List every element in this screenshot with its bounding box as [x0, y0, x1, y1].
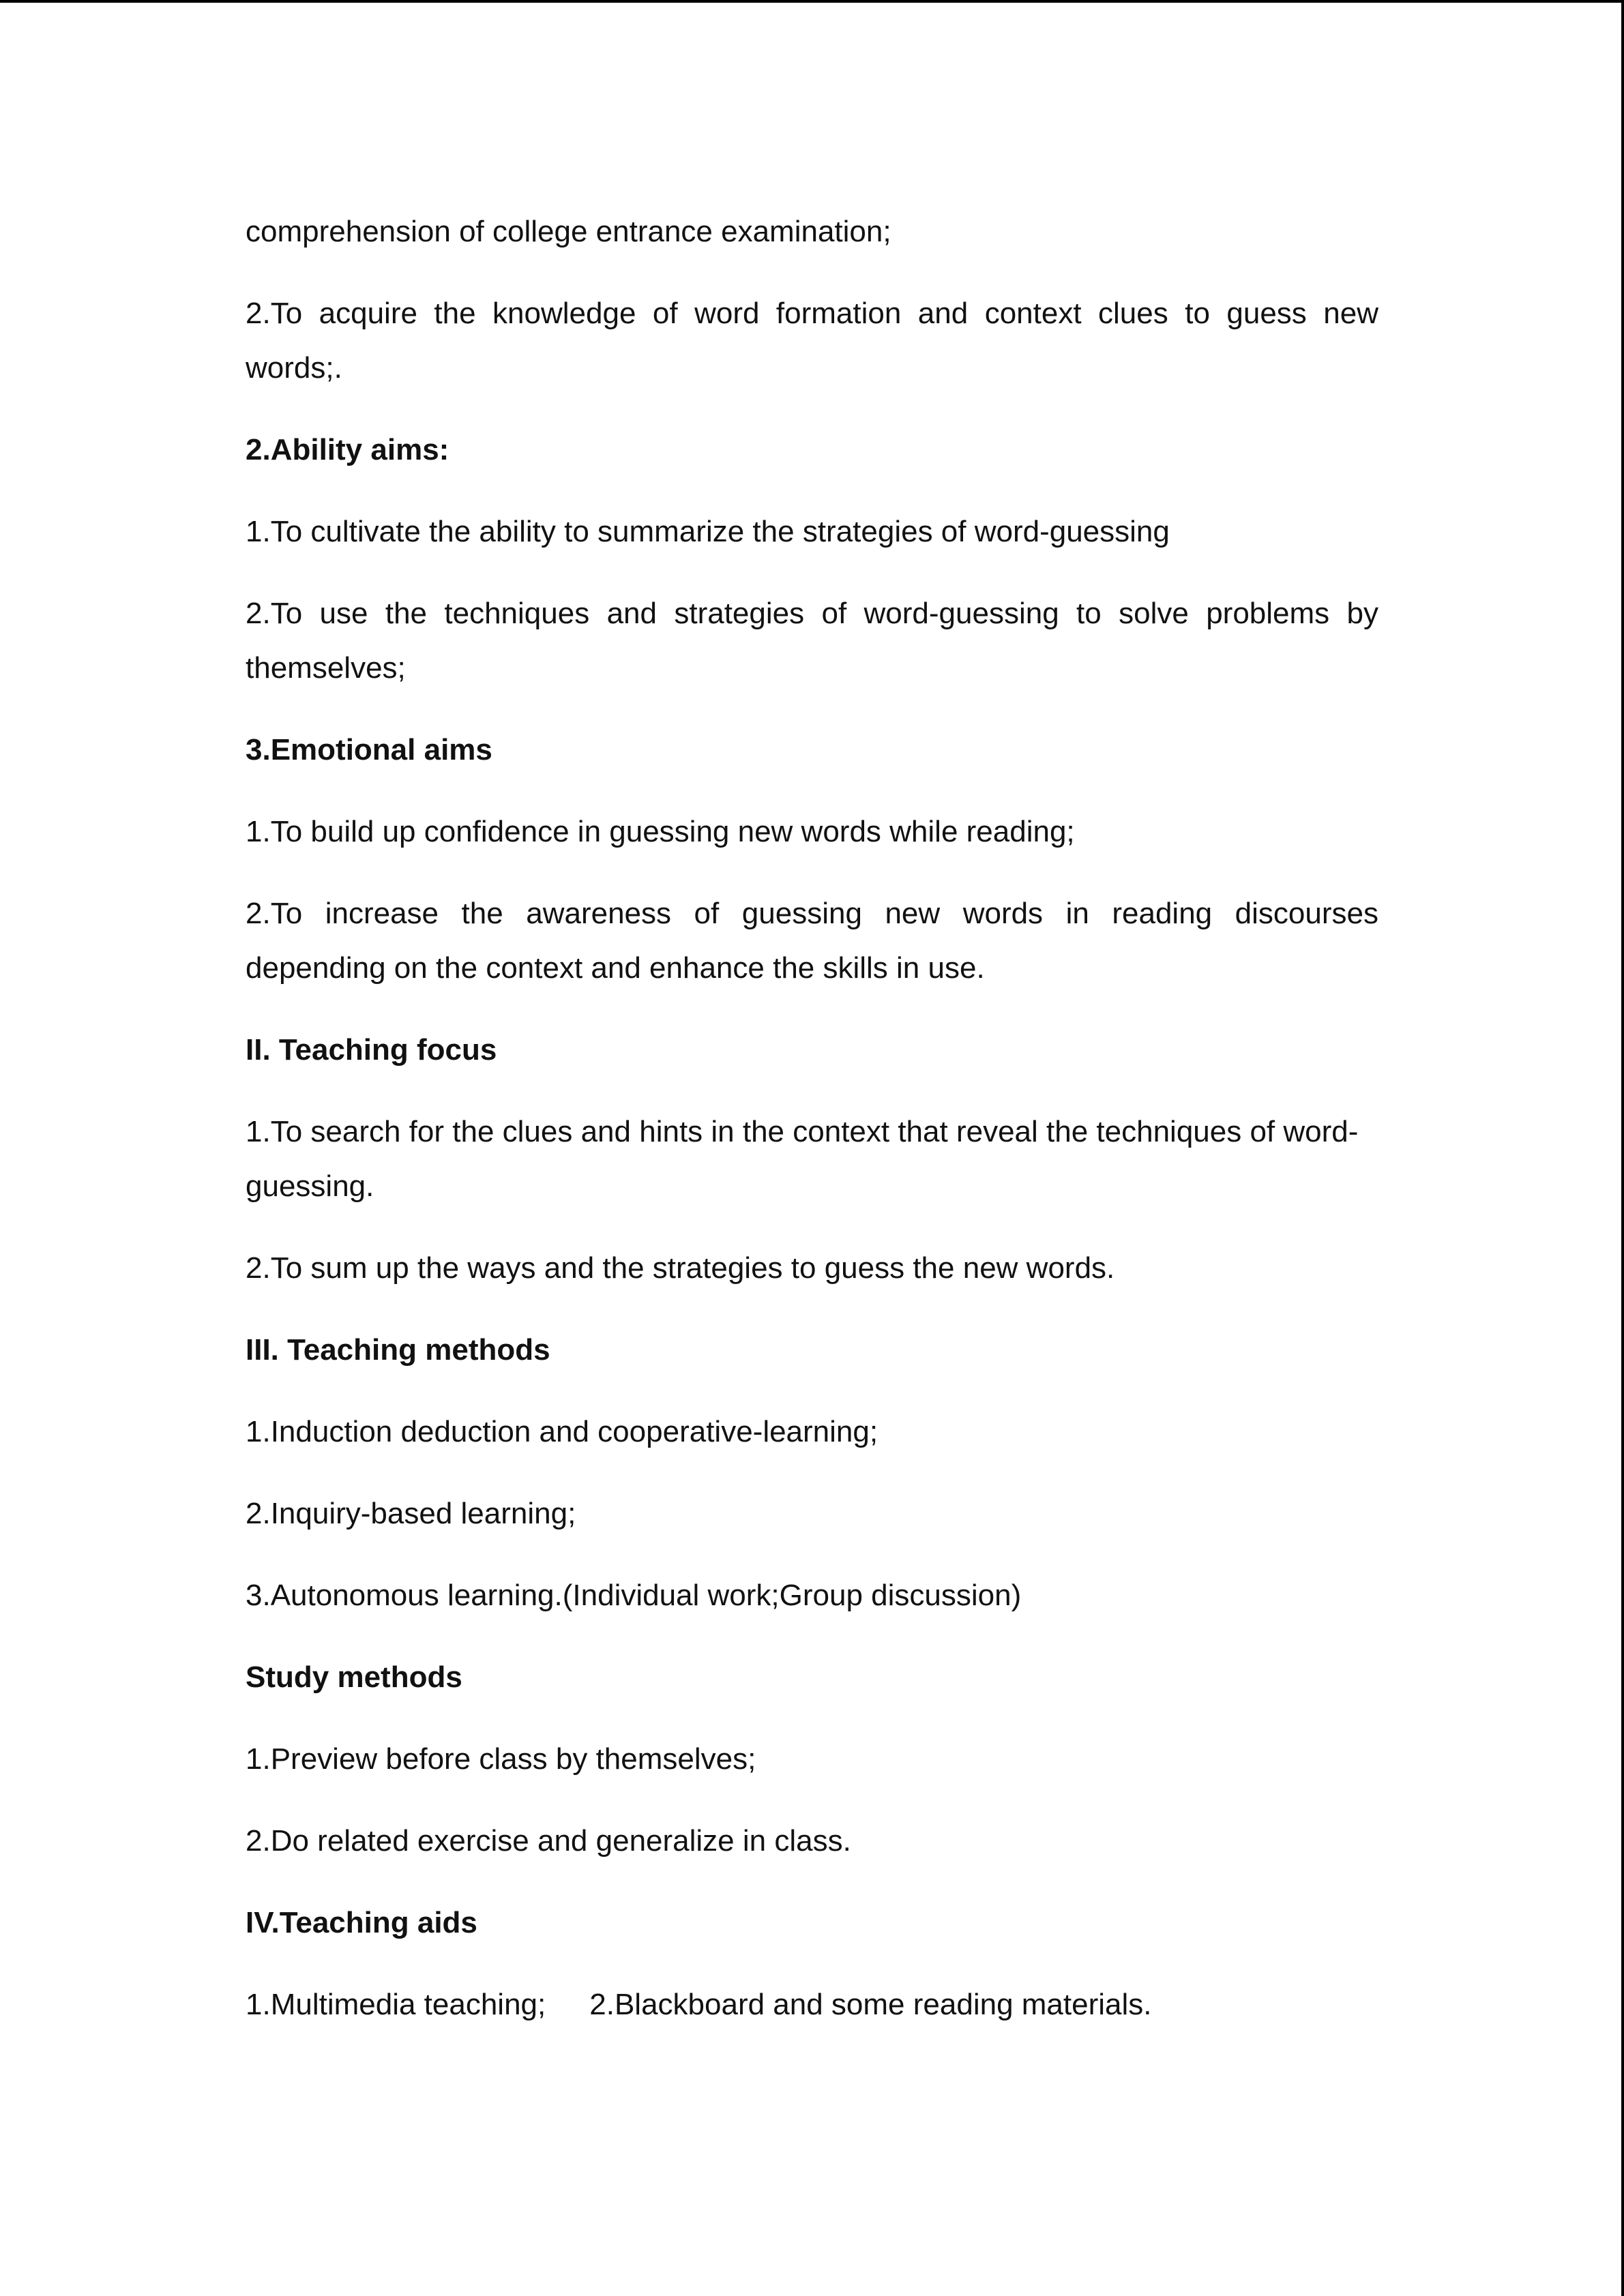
- page-right-border: [1621, 0, 1624, 2296]
- page-top-border: [0, 0, 1624, 3]
- document-body: [246, 205, 1387, 2059]
- paragraph-related-exercise: 2.Do related exercise and generalize in class.: [246, 1824, 851, 1858]
- heading-teaching-methods: III. Teaching methods: [246, 1333, 550, 1367]
- teaching-aids-line: [246, 1978, 1378, 2032]
- heading-emotional-aims: 3.Emotional aims: [246, 733, 492, 766]
- heading-teaching-aids: IV.Teaching aids: [246, 1906, 477, 1939]
- paragraph-use-techniques: 2.To use the techniques and strategies of word-guessing to solve problems by themselves;: [246, 597, 1387, 685]
- paragraph-word-formation: 2.To acquire the knowledge of word formation and context clues to guess new words;.: [246, 297, 1387, 385]
- paragraph-cultivate-ability: 1.To cultivate the ability to summarize the strategies of word-guessing: [246, 515, 1170, 548]
- heading-teaching-focus: II. Teaching focus: [246, 1033, 497, 1067]
- paragraph-build-confidence: 1.To build up confidence in guessing new words while reading;: [246, 815, 1075, 848]
- heading-study-methods: Study methods: [246, 1660, 462, 1694]
- heading-ability-aims: 2.Ability aims:: [246, 433, 449, 466]
- teaching-aid-blackboard: 2.Blackboard and some reading materials.: [589, 1988, 1152, 2021]
- paragraph-search-clues: 1.To search for the clues and hints in the context that reveal the techniques of word-guessing.: [246, 1115, 1359, 1203]
- paragraph-increase-awareness: 2.To increase the awareness of guessing new words in reading discourses depending on the context and enhance the skills in use.: [246, 897, 1387, 985]
- paragraph-inquiry: 2.Inquiry-based learning;: [246, 1497, 576, 1530]
- paragraph-sum-up: 2.To sum up the ways and the strategies to guess the new words.: [246, 1251, 1115, 1285]
- paragraph-induction: 1.Induction deduction and cooperative-learning;: [246, 1415, 879, 1448]
- teaching-aid-multimedia: 1.Multimedia teaching;: [246, 1988, 546, 2021]
- paragraph-exam-comprehension: comprehension of college entrance examination;: [246, 215, 891, 248]
- paragraph-autonomous: 3.Autonomous learning.(Individual work;Group discussion): [246, 1579, 1022, 1612]
- paragraph-preview: 1.Preview before class by themselves;: [246, 1742, 756, 1776]
